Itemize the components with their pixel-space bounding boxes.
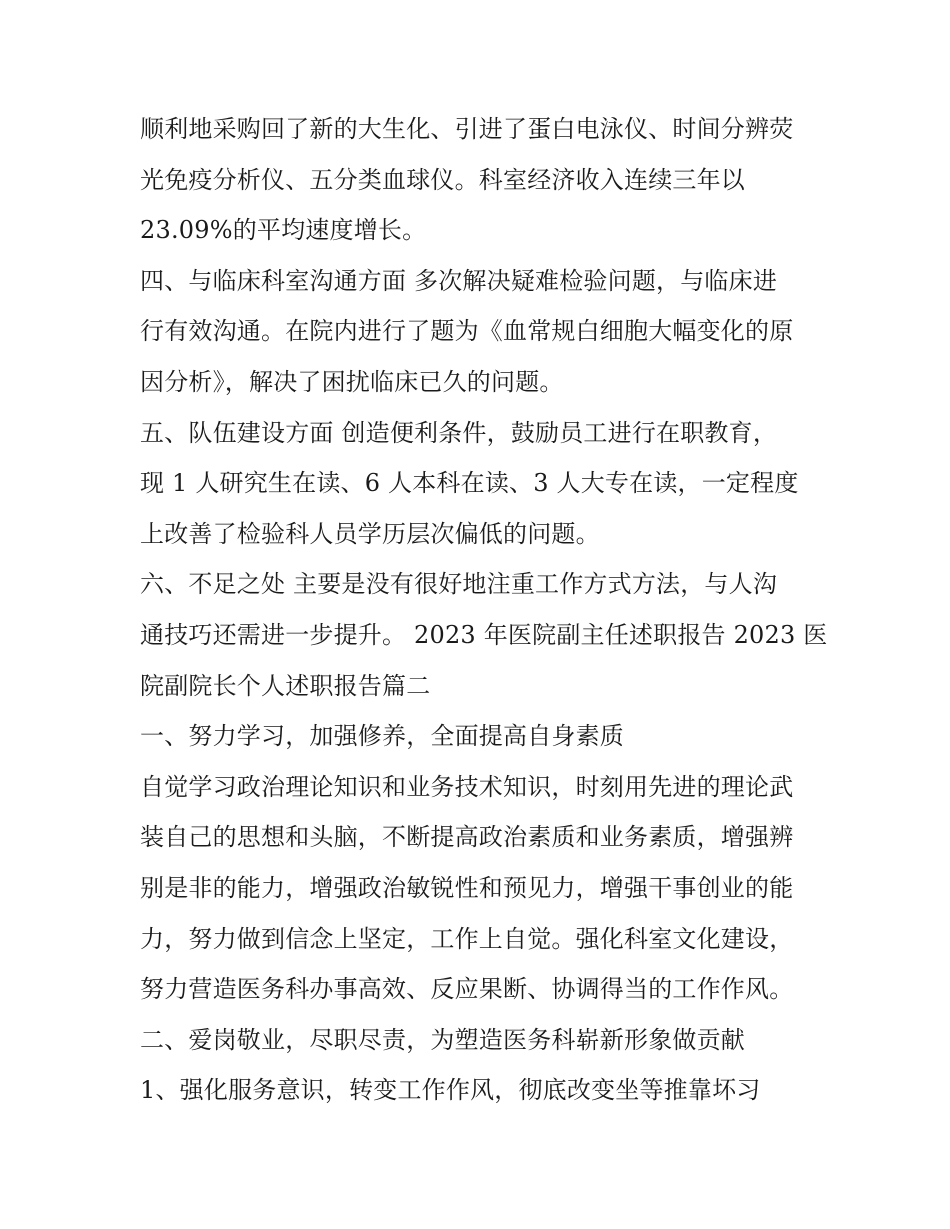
text-line: 行有效沟通。在院内进行了题为《血常规白细胞大幅变化的原	[140, 317, 794, 346]
text-line: 上改善了检验科人员学历层次偏低的问题。	[140, 519, 600, 548]
section-heading-line: 六、不足之处 主要是没有很好地注重工作方式方法，与人沟	[140, 570, 778, 599]
text-line: 力，努力做到信念上坚定，工作上自觉。强化科室文化建设，	[140, 924, 794, 953]
section-heading-line: 五、队伍建设方面 创造便利条件，鼓励员工进行在职教育，	[140, 418, 778, 447]
text-line: 现 1 人研究生在读、6 人本科在读、3 人大专在读，一定程度	[140, 469, 799, 498]
text-line: 自觉学习政治理论知识和业务技术知识，时刻用先进的理论武	[140, 772, 794, 801]
text-line: 23.09%的平均速度增长。	[140, 216, 427, 245]
text-line: 1、强化服务意识，转变工作作风，彻底改变坐等推靠坏习	[140, 1076, 761, 1105]
section-heading-line: 四、与临床科室沟通方面 多次解决疑难检验问题，与临床进	[140, 266, 778, 295]
text-line: 光免疫分析仪、五分类血球仪。科室经济收入连续三年以	[140, 165, 745, 194]
text-line: 顺利地采购回了新的大生化、引进了蛋白电泳仪、时间分辨荧	[140, 115, 794, 143]
section-heading-line: 一、努力学习，加强修养，全面提高自身素质	[140, 722, 624, 751]
text-line: 院副院长个人述职报告篇二	[140, 671, 431, 700]
text-line: 装自己的思想和头脑，不断提高政治素质和业务素质，增强辨	[140, 823, 794, 852]
document-body	[140, 104, 840, 1116]
text-line: 通技巧还需进一步提升。 2023 年医院副主任述职报告 2023 医	[140, 620, 828, 649]
text-line: 因分析》，解决了困扰临床已久的问题。	[140, 367, 564, 396]
text-line: 别是非的能力，增强政治敏锐性和预见力，增强干事创业的能	[140, 873, 794, 902]
section-heading-line: 二、爱岗敬业，尽职尽责，为塑造医务科崭新形象做贡献	[140, 1025, 745, 1054]
text-line: 努力营造医务科办事高效、反应果断、协调得当的工作作风。	[140, 975, 794, 1004]
